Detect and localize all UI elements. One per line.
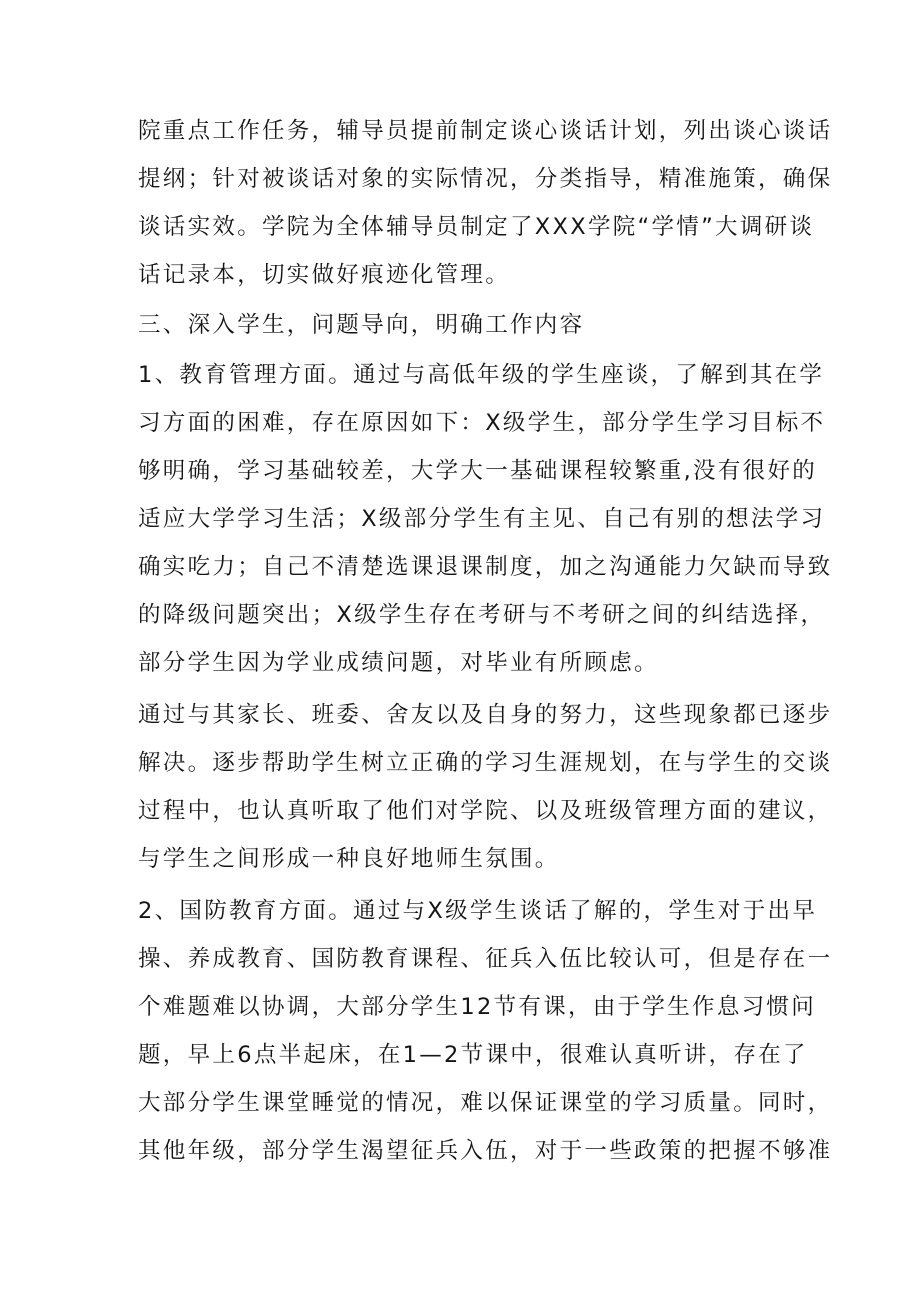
text-line-12: 部分学生因为学业成绩问题，对毕业有所顾虑。 — [138, 650, 659, 676]
text-line-10: 确实吃力；自己不清楚选课退课制度，加之沟通能力欠缺而导致 — [138, 554, 833, 580]
text-line-15: 过程中，也认真听取了他们对学院、以及班级管理方面的建议， — [138, 798, 833, 824]
text-line-8: 够明确，学习基础较差，大学大一基础课程较繁重,没有很好的 — [138, 458, 818, 484]
text-line-19: 个难题难以协调，大部分学生12节有课，由于学生作息习惯问 — [138, 994, 817, 1020]
text-line-22: 其他年级，部分学生渴望征兵入伍，对于一些政策的把握不够准 — [138, 1138, 833, 1164]
text-line-18: 操、养成教育、国防教育课程、征兵入伍比较认可，但是存在一 — [138, 946, 833, 972]
text-line-9: 适应大学学习生活；X级部分学生有主见、自己有别的想法学习 — [138, 506, 826, 532]
text-line-16: 与学生之间形成一种良好地师生氛围。 — [138, 846, 560, 872]
text-line-2: 提纲；针对被谈话对象的实际情况，分类指导，精准施策，确保 — [138, 166, 833, 192]
text-line-3: 谈话实效。学院为全体辅导员制定了XXX学院“学情”大调研谈 — [138, 214, 815, 240]
text-line-11: 的降级问题突出；X级学生存在考研与不考研之间的纠结选择， — [138, 602, 826, 628]
text-line-7: 习方面的困难，存在原因如下：X级学生，部分学生学习目标不 — [138, 410, 826, 436]
text-line-13: 通过与其家长、班委、舍友以及自身的努力，这些现象都已逐步 — [138, 702, 833, 728]
text-line-1: 院重点工作任务，辅导员提前制定谈心谈话计划，列出谈心谈话 — [138, 118, 833, 144]
text-line-21: 大部分学生课堂睡觉的情况，难以保证课堂的学习质量。同时， — [138, 1090, 833, 1116]
text-line-20: 题，早上6点半起床，在1—2节课中，很难认真听讲，存在了 — [138, 1042, 808, 1068]
text-line-17: 2、国防教育方面。通过与X级学生谈话了解的，学生对于出早 — [138, 898, 818, 924]
text-line-14: 解决。逐步帮助学生树立正确的学习生涯规划，在与学生的交谈 — [138, 750, 833, 776]
text-line-6: 1、教育管理方面。通过与高低年级的学生座谈，了解到其在学 — [138, 362, 825, 388]
text-line-4: 话记录本，切实做好痕迹化管理。 — [138, 262, 511, 288]
section-heading: 三、深入学生，问题导向，明确工作内容 — [138, 312, 585, 338]
